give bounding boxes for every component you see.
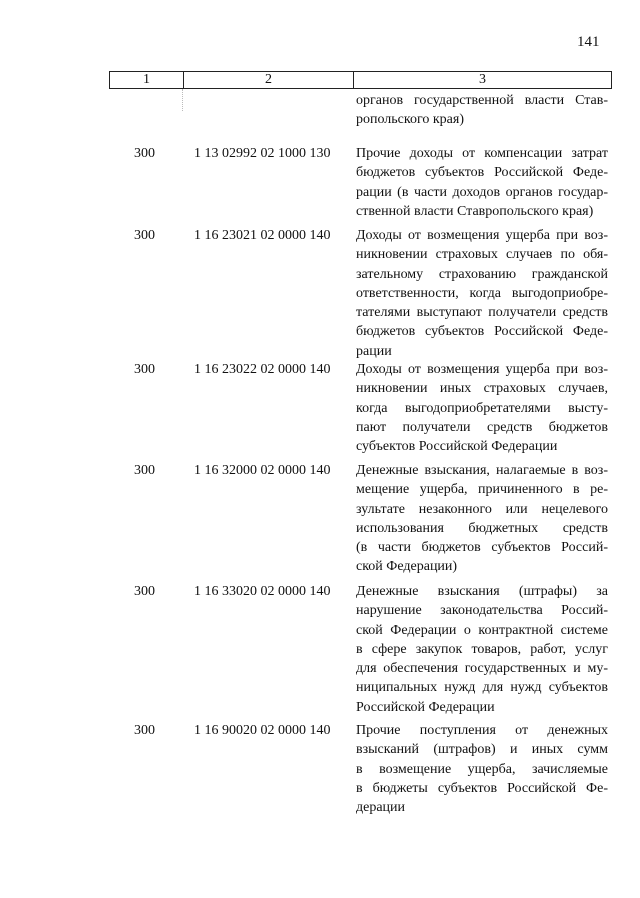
text-line: Российской Федерации: [356, 699, 495, 715]
text-line: в бюджеты субъектов Российской Фе-: [356, 780, 608, 796]
admin-code: 300: [134, 584, 155, 599]
text-line: ственной власти Ставропольского края): [356, 203, 594, 219]
text-line: бюджетов субъектов Российской Феде-: [356, 165, 608, 181]
text-line: дерации: [356, 800, 406, 816]
admin-code: 300: [134, 146, 155, 161]
text-line: зательному страхованию гражданской: [356, 266, 608, 282]
text-line: для обеспечения государственных и му-: [356, 661, 608, 677]
text-line: использования бюджетных средств: [356, 520, 608, 536]
text-line: мещение ущерба, причиненного в ре-: [356, 482, 608, 498]
text-line: в сфере закупок товаров, работ, услуг: [356, 641, 608, 657]
text-line: Прочие доходы от компенсации затрат: [356, 146, 608, 161]
income-description: [356, 360, 608, 456]
income-description: [356, 582, 608, 717]
text-line: тателями выступают получатели средств: [356, 305, 608, 321]
header-col-1: 1: [110, 72, 184, 88]
column-divider: [182, 89, 183, 111]
text-line: зультате незаконного или нецелевого: [356, 501, 608, 517]
kbk-code: 1 16 90020 02 0000 140: [194, 723, 331, 738]
text-line: рации: [356, 343, 392, 359]
income-description: [356, 144, 608, 221]
income-description: [356, 721, 608, 817]
kbk-code: 1 16 23022 02 0000 140: [194, 362, 331, 377]
text-line: пают получатели средств бюджетов: [356, 419, 608, 435]
admin-code: 300: [134, 723, 155, 738]
admin-code: 300: [134, 463, 155, 478]
text-line: когда выгодоприобретателями высту-: [356, 400, 608, 416]
kbk-code: 1 16 33020 02 0000 140: [194, 584, 331, 599]
admin-code: 300: [134, 362, 155, 377]
text-line: Денежные взыскания, налагаемые в воз-: [356, 463, 608, 478]
continuation-text: [356, 91, 608, 130]
header-col-2: 2: [184, 72, 354, 88]
kbk-code: 1 13 02992 02 1000 130: [194, 146, 331, 161]
text-line: взысканий (штрафов) и иных сумм: [356, 742, 608, 758]
text-line: рации (в части доходов органов государ-: [356, 184, 608, 200]
text-line: Доходы от возмещения ущерба при воз-: [356, 362, 608, 377]
text-line: Доходы от возмещения ущерба при воз-: [356, 228, 608, 243]
table-header: [109, 71, 612, 89]
text-line: субъектов Российской Федерации: [356, 439, 558, 455]
text-line: Денежные взыскания (штрафы) за: [356, 584, 608, 599]
text-line: ской Федерации): [356, 559, 458, 575]
text-line: ниципальных нужд для нужд субъектов: [356, 680, 608, 696]
page-number: 141: [577, 34, 600, 50]
text-line: бюджетов субъектов Российской Феде-: [356, 324, 608, 340]
income-description: [356, 226, 608, 361]
text-line: ответственности, когда выгодоприобре-: [356, 285, 608, 301]
kbk-code: 1 16 23021 02 0000 140: [194, 228, 331, 243]
text-line: органов государственной власти Став-: [356, 93, 608, 108]
text-line: Прочие поступления от денежных: [356, 723, 608, 738]
text-line: никновении страховых случаев по обя-: [356, 247, 608, 263]
text-line: ской Федерации о контрактной системе: [356, 622, 608, 638]
admin-code: 300: [134, 228, 155, 243]
text-line: нарушение законодательства Россий-: [356, 603, 608, 619]
header-col-3: 3: [479, 72, 486, 87]
text-line: ропольского края): [356, 112, 464, 128]
income-description: [356, 461, 608, 577]
text-line: в возмещение ущерба, зачисляемые: [356, 761, 608, 777]
text-line: никновении иных страховых случаев,: [356, 381, 608, 397]
kbk-code: 1 16 32000 02 0000 140: [194, 463, 331, 478]
text-line: (в части бюджетов субъектов Россий-: [356, 540, 608, 556]
